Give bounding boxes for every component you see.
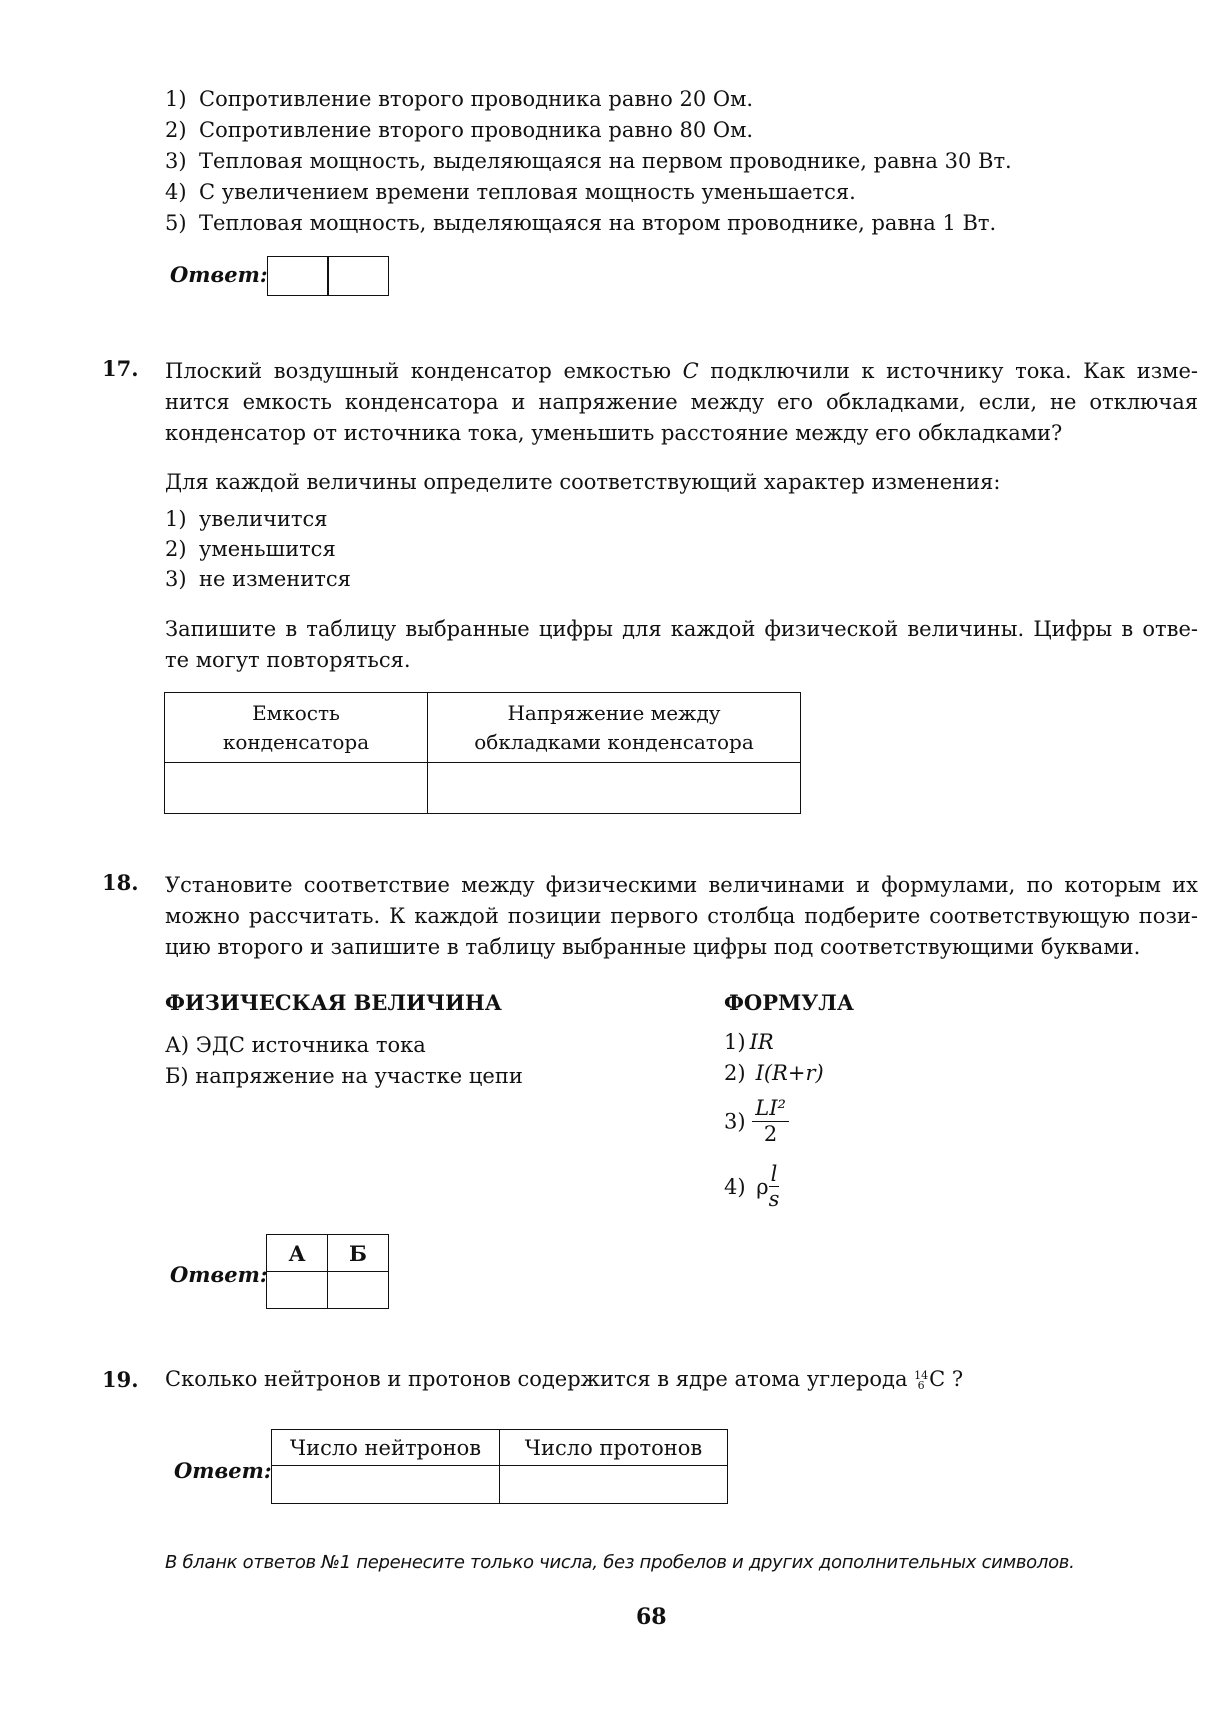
column-letter-b: Б (328, 1235, 389, 1272)
isotope-notation: 14 6 (914, 1368, 929, 1392)
table-header-cell: Емкость конденсатора (165, 693, 428, 763)
table-header-cell: Напряжение между обкладками конденсатора (428, 693, 801, 763)
answer-cell-a[interactable] (267, 1272, 328, 1309)
q17-number: 17. (102, 356, 139, 381)
table-header-row (272, 1430, 728, 1466)
table-answer-row (267, 1272, 389, 1309)
option-item: 5) Тепловая мощность, выделяющаяся на втором проводнике, равна 1 Вт. (165, 211, 997, 235)
q18-col2-header: ФОРМУЛА (724, 990, 854, 1015)
q16-answer-cell-2[interactable] (327, 256, 389, 296)
fraction: $\frac{\text{LI²}}{2}$ (752, 1098, 789, 1145)
q16-answer-cell-1[interactable] (267, 256, 329, 296)
answer-cell-neutrons[interactable] (272, 1466, 500, 1504)
q17-options (165, 504, 351, 594)
q17-text: Плоский воздушный конденсатор емкостью C подключили к источнику тока. Как изме- нится емкость конденсатора и напряжение между его обкладками, если, не отключая конденсатор от источника тока, уменьшить расстояние между его обкладками? (165, 359, 1199, 445)
q18-answer-table (266, 1234, 389, 1309)
table-answer-row (165, 763, 801, 814)
q17-instruction: Для каждой величины определите соответствующий характер изменения: (165, 470, 1001, 494)
option-item: 2) Сопротивление второго проводника равно 80 Ом. (165, 118, 754, 142)
option-item: 2) уменьшится (165, 537, 336, 561)
q17-answer-table (164, 692, 801, 814)
answer-cell-protons[interactable] (500, 1466, 728, 1504)
fraction: $\frac{l}{s}$ (768, 1162, 780, 1211)
q19-number: 19. (102, 1367, 139, 1392)
option-item: 1) увеличится (165, 507, 328, 531)
formula-3: 3) $\frac{\text{LI²}}{2}$ (724, 1098, 789, 1145)
formula-4: 4) ρ $\frac{l}{s}$ (724, 1162, 780, 1211)
table-header-row (165, 693, 801, 763)
option-item: 1) Сопротивление второго проводника равно 20 Ом. (165, 87, 754, 111)
list-item: А) ЭДС источника тока (165, 1033, 426, 1057)
option-item: 3) Тепловая мощность, выделяющаяся на первом проводнике, равна 30 Вт. (165, 149, 1012, 173)
answer-cell-capacitance[interactable] (165, 763, 428, 814)
q18-text: Установите соответствие между физическими величинами и формулами, по которым их можно рассчитать. К каждой позиции первого столбца подберите соответствующую пози- цию второго и запишите в таблицу выбранные цифры под соответствующими буквами. (165, 873, 1198, 959)
q18-col1-header: ФИЗИЧЕСКАЯ ВЕЛИЧИНА (165, 990, 502, 1015)
q18-quantities (165, 1030, 523, 1092)
page-number: 68 (636, 1604, 667, 1630)
list-item: Б) напряжение на участке цепи (165, 1064, 523, 1088)
table-answer-row (272, 1466, 728, 1504)
q18-answer: Ответ: (170, 1262, 268, 1287)
q16-options (165, 84, 1012, 239)
formula-1: 1) IR (724, 1030, 774, 1054)
option-item: 4) С увеличением времени тепловая мощность уменьшается. (165, 180, 856, 204)
column-letter-a: А (267, 1235, 328, 1272)
q19-answer-table (271, 1429, 728, 1504)
q19-answer: Ответ: (174, 1458, 272, 1483)
q16-answer: Ответ: (170, 262, 268, 287)
formula-2: 2) I(R+r) (724, 1061, 824, 1085)
answer-cell-voltage[interactable] (428, 763, 801, 814)
table-header-row (267, 1235, 389, 1272)
table-header-cell: Число нейтронов (272, 1430, 500, 1466)
q17-write-instruction: Запишите в таблицу выбранные цифры для каждой физической величины. Цифры в отве- те могут повторяться. (165, 617, 1198, 672)
footer-note: В бланк ответов №1 перенесите только числа, без пробелов и других дополнительных символов. (165, 1552, 1075, 1573)
table-header-cell: Число протонов (500, 1430, 728, 1466)
q18-number: 18. (102, 870, 139, 895)
q19-question: Сколько нейтронов и протонов содержится в ядре атома углерода 14 6 C ? (165, 1367, 964, 1392)
answer-cell-b[interactable] (328, 1272, 389, 1309)
option-item: 3) не изменится (165, 567, 351, 591)
